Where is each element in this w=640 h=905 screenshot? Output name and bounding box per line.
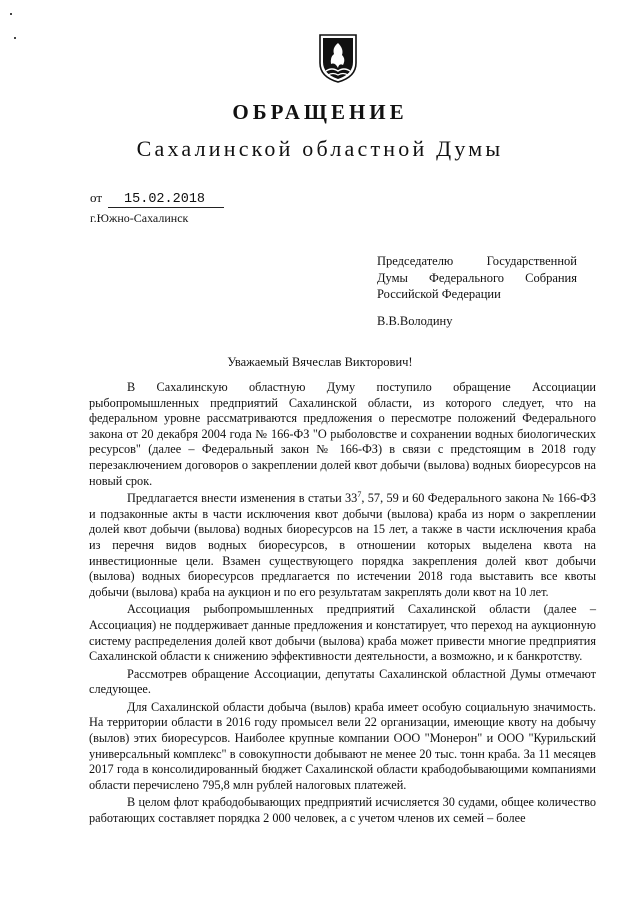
body-paragraph: В целом флот крабодобывающих предприятий исчисляется 30 судами, общее количество работающих составляет порядка 2 000 человек, а с учетом членов их семей – более xyxy=(89,795,596,826)
document-subtitle: Сахалинской областной Думы xyxy=(136,136,504,161)
letter-body xyxy=(89,380,596,829)
body-paragraph: Рассмотрев обращение Ассоциации, депутаты Сахалинской областной Думы отмечают следующее. xyxy=(89,666,596,697)
body-text: , 57, 59 и 60 Федерального закона № 166-ФЗ и подзаконные акты в части исключения квот добычи (вылова) краба из норм о закреплении долей квот добычи (вылова) водных биоресурсов на 15 лет, а также в части исключения краба из перечня видов водных биоресурсов, в отношении которых выделена квота на инвестиционные цели. Взамен существующего порядка закрепления долей квот добычи (вылова) водных биоресурсов предлагается по истечении 2018 года выставить все квоты добычи (вылова) краба на аукцион и по его результатам закреплять доли квот на 10 лет. xyxy=(89,491,597,599)
superscript: 7 xyxy=(357,490,362,500)
salutation: Уважаемый Вячеслав Викторович! xyxy=(227,355,413,369)
body-text: Предлагается внести изменения в статьи 33 xyxy=(127,491,358,506)
body-paragraph: Для Сахалинской области добыча (вылов) краба имеет особую социальную значимость. На территории области в 2016 году промысел вели 22 организации, имеющие квоту на добычу (вылов) этих биоресурсов. Наиболее крупные компании ООО "Монерон" и ООО "Курильский универсальный комплекс" в совокупности добывают не менее 20 тыс. тонн краба. За 11 месяцев 2017 года в консолидированный бюджет Сахалинской области крабодобывающими компаниями области перечислено 795,8 млн рублей налоговых платежей. xyxy=(89,699,596,792)
document-city: г.Южно-Сахалинск xyxy=(90,211,189,225)
addressee-name: В.В.Володину xyxy=(377,314,453,328)
body-paragraph: В Сахалинскую областную Думу поступило обращение Ассоциации рыбопромышленных предприятий Сахалинской области, из которого следует, что на федеральном уровне рассматриваются предложения о пересмотре положений Федерального закона от 20 декабря 2004 года № 166-ФЗ "О рыболовстве и сохранении водных биологических ресурсов" (далее – Федеральный закон № 166-ФЗ) в связи с предстоящим в 2018 году перезаключением договоров о закреплении долей квот добычи (вылова) водных биоресурсов на новый срок. xyxy=(89,380,596,488)
date-line xyxy=(90,190,224,208)
addressee-line: Председателю Государственной xyxy=(377,254,577,268)
document-title: ОБРАЩЕНИЕ xyxy=(232,100,408,124)
scan-speck xyxy=(10,13,12,15)
addressee-line: Российской Федерации xyxy=(377,287,501,301)
document-date: 15.02.2018 xyxy=(108,193,224,208)
body-paragraph xyxy=(89,491,596,600)
sakhalin-coat-of-arms-icon xyxy=(318,33,358,83)
scan-speck xyxy=(14,37,16,39)
date-prefix: от xyxy=(90,190,103,205)
addressee-line: Думы Федерального Собрания xyxy=(377,270,577,285)
addressee-block xyxy=(377,253,577,303)
body-paragraph: Ассоциация рыбопромышленных предприятий Сахалинской области (далее – Ассоциация) не поддерживает данные предложения и констатирует, что переход на аукционную систему распределения долей квот добычи (вылова) краба может привести многие предприятия Сахалинской области к снижению эффективности деятельности, а возможно, и к банкротству. xyxy=(89,602,596,664)
